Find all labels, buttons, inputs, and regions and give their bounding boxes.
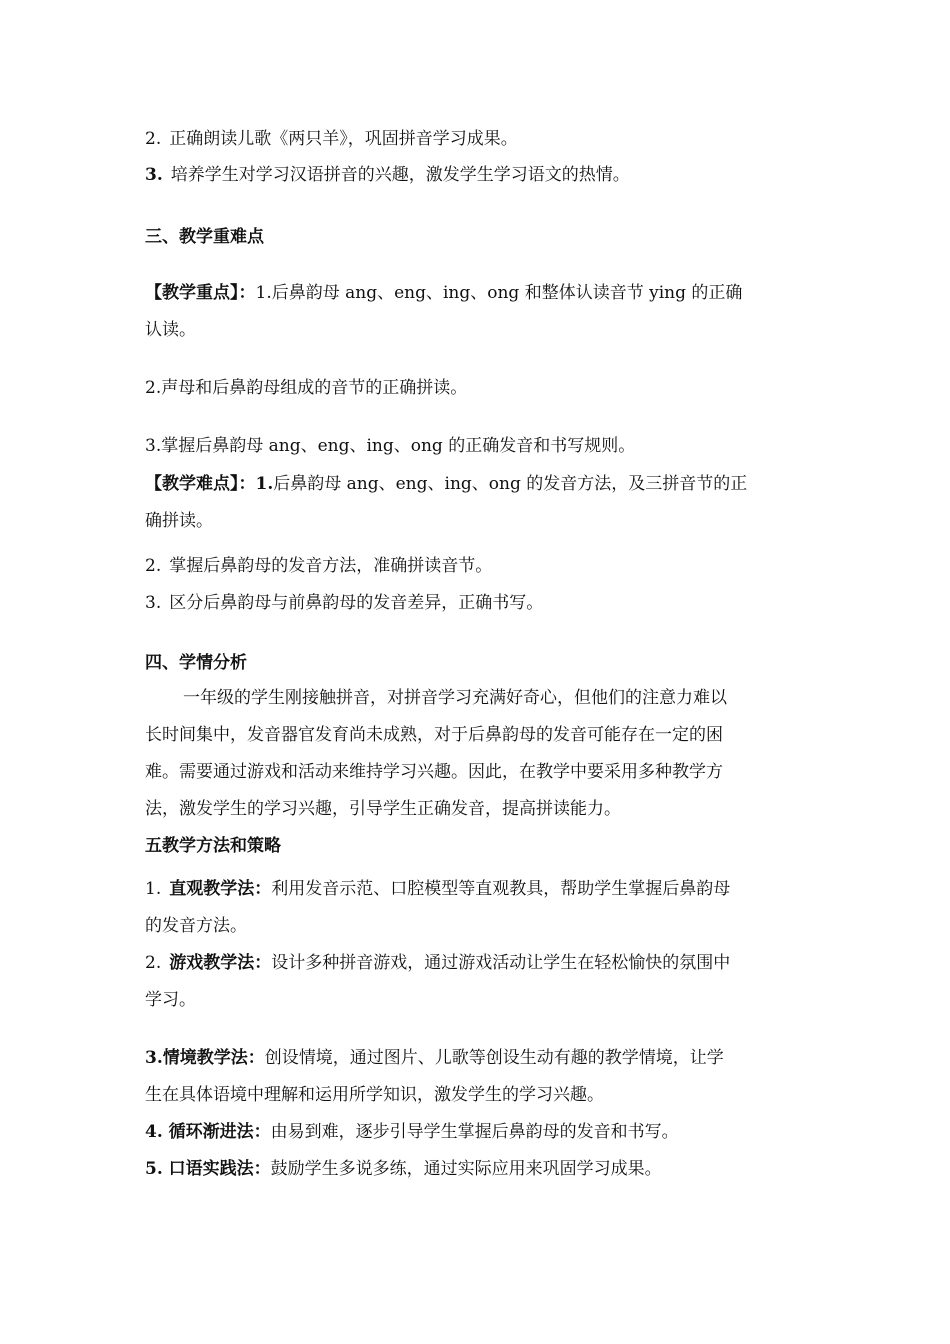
key-point-2: 2.声母和后鼻韵母组成的音节的正确拼读。 bbox=[145, 378, 468, 398]
method-text: 创设情境，通过图片、儿歌等创设生动有趣的教学情境，让学 bbox=[264, 1048, 724, 1068]
method-text: 由易到难，逐步引导学生掌握后鼻韵母的发音和书写。 bbox=[270, 1122, 679, 1142]
method-4 bbox=[145, 1120, 679, 1144]
difficult-point-number: 1. bbox=[255, 474, 274, 494]
analysis-line-4: 法，激发学生的学习兴趣，引导学生正确发音，提高拼读能力。 bbox=[145, 799, 621, 819]
objective-text: 正确朗读儿歌《两只羊》，巩固拼音学习成果。 bbox=[169, 129, 518, 149]
section-3-heading: 三、教学重难点 bbox=[145, 227, 264, 247]
section-4-heading: 四、学情分析 bbox=[145, 653, 247, 673]
difficult-point-number: 2. bbox=[145, 556, 162, 576]
objective-number: 2. bbox=[145, 129, 162, 149]
key-point-text: 1.后鼻韵母 ang、eng、ing、ong 和整体认读音节 ying 的正确 bbox=[255, 283, 743, 303]
method-label: 5. 口语实践法： bbox=[145, 1159, 271, 1179]
method-label: 直观教学法： bbox=[169, 879, 272, 899]
analysis-line-2: 长时间集中，发音器官发育尚未成熟，对于后鼻韵母的发音可能存在一定的困 bbox=[145, 725, 723, 745]
difficult-points-label: 【教学难点】： bbox=[145, 474, 256, 494]
method-1 bbox=[145, 877, 730, 901]
method-3-cont: 生在具体语境中理解和运用所学知识，激发学生的学习兴趣。 bbox=[145, 1085, 604, 1105]
objective-item-3 bbox=[145, 163, 630, 187]
method-text: 设计多种拼音游戏，通过游戏活动让学生在轻松愉快的氛围中 bbox=[271, 953, 731, 973]
method-2 bbox=[145, 951, 730, 975]
method-number: 1. bbox=[145, 879, 162, 899]
section-5-heading: 五教学方法和策略 bbox=[145, 836, 281, 856]
method-text: 利用发音示范、口腔模型等直观教具，帮助学生掌握后鼻韵母 bbox=[271, 879, 731, 899]
analysis-line-1: 一年级的学生刚接触拼音，对拼音学习充满好奇心，但他们的注意力难以 bbox=[183, 688, 727, 708]
difficult-point-1 bbox=[145, 472, 747, 496]
objective-number: 3. bbox=[145, 165, 163, 185]
difficult-point-3 bbox=[145, 591, 543, 615]
difficult-point-2 bbox=[145, 554, 492, 578]
objective-item-2 bbox=[145, 127, 518, 151]
difficult-point-text: 掌握后鼻韵母的发音方法，准确拼读音节。 bbox=[169, 556, 493, 576]
difficult-point-text: 后鼻韵母 ang、eng、ing、ong 的发音方法，及三拼音节的正 bbox=[273, 474, 748, 494]
method-2-cont: 学习。 bbox=[145, 990, 196, 1010]
method-label: 游戏教学法： bbox=[169, 953, 272, 973]
method-1-cont: 的发音方法。 bbox=[145, 916, 247, 936]
method-text: 鼓励学生多说多练，通过实际应用来巩固学习成果。 bbox=[270, 1159, 662, 1179]
difficult-point-number: 3. bbox=[145, 593, 162, 613]
method-label: 4. 循环渐进法： bbox=[145, 1122, 271, 1142]
key-point-3: 3.掌握后鼻韵母 ang、eng、ing、ong 的正确发音和书写规则。 bbox=[145, 436, 636, 456]
method-number: 2. bbox=[145, 953, 162, 973]
objective-text: 培养学生对学习汉语拼音的兴趣，激发学生学习语文的热情。 bbox=[170, 165, 630, 185]
key-points-label: 【教学重点】： bbox=[145, 283, 256, 303]
key-point-1-cont: 认读。 bbox=[145, 320, 196, 340]
difficult-point-text: 区分后鼻韵母与前鼻韵母的发音差异，正确书写。 bbox=[169, 593, 544, 613]
difficult-point-1-cont: 确拼读。 bbox=[145, 511, 213, 531]
analysis-line-3: 难。需要通过游戏和活动来维持学习兴趣。因此，在教学中要采用多种教学方 bbox=[145, 762, 723, 782]
method-3 bbox=[145, 1046, 724, 1070]
method-label: 3.情境教学法： bbox=[145, 1048, 265, 1068]
key-point-1 bbox=[145, 281, 742, 305]
method-5 bbox=[145, 1157, 662, 1181]
